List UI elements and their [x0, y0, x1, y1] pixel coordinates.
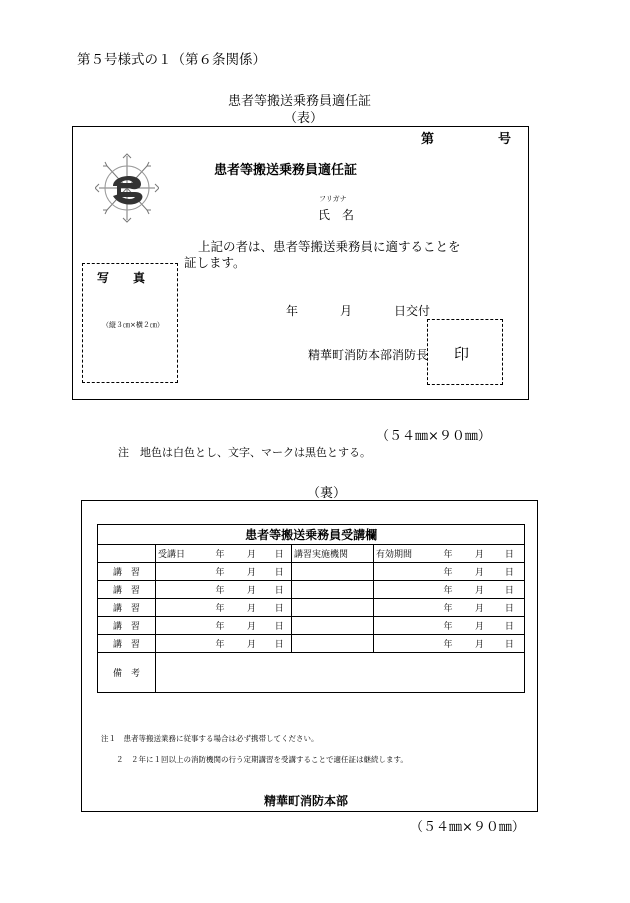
row-month: 月	[236, 617, 268, 635]
number-go: 号	[498, 132, 512, 147]
seal-mark: 印	[454, 345, 470, 363]
row-validity-year: 年	[432, 635, 465, 653]
form-number: 第５号様式の１（第６条関係）	[77, 52, 266, 68]
row-validity-day: 日	[495, 599, 525, 617]
row-label: 講 習	[98, 581, 156, 599]
row-validity-day: 日	[495, 563, 525, 581]
card-title: 患者等搬送乗務員適任証	[214, 163, 358, 178]
certification-text-line2: 証します。	[184, 255, 246, 270]
fire-department-emblem-icon	[95, 152, 159, 224]
issue-day: 日交付	[394, 304, 431, 318]
back-card	[81, 500, 538, 812]
header-validity: 有効期間	[374, 545, 432, 563]
row-year: 年	[205, 599, 236, 617]
row-validity-year: 年	[432, 599, 465, 617]
remarks-row	[98, 653, 525, 693]
remarks-cell	[156, 653, 525, 693]
seal-area	[427, 319, 503, 385]
color-note: 注 地色は白色とし、文字、マークは黒色とする。	[118, 446, 371, 459]
remarks-label: 備 考	[98, 653, 156, 693]
header-institution: 講習実施機関	[292, 545, 374, 563]
header-day: 日	[268, 545, 292, 563]
row-day: 日	[268, 635, 292, 653]
row-label: 講 習	[98, 635, 156, 653]
row-year: 年	[205, 563, 236, 581]
row-validity-month: 月	[465, 617, 495, 635]
row-month: 月	[236, 581, 268, 599]
table-title: 患者等搬送乗務員受講欄	[98, 525, 525, 545]
certification-text-line1: 上記の者は、患者等搬送乗務員に適することを	[198, 239, 461, 254]
row-validity-year: 年	[432, 581, 465, 599]
photo-size: （縦３㎝×横２㎝）	[102, 321, 164, 329]
back-label: （裏）	[307, 486, 347, 501]
back-footer-issuer: 精華町消防本部	[264, 794, 349, 808]
row-month: 月	[236, 599, 268, 617]
row-label: 講 習	[98, 617, 156, 635]
name-label: 氏 名	[318, 208, 355, 222]
size-note-back: （５４㎜×９０㎜）	[410, 820, 525, 835]
table-row	[98, 617, 525, 635]
back-note-1: 注１ 患者等搬送業務に従事する場合は必ず携帯してください。	[101, 734, 319, 743]
row-month: 月	[236, 635, 268, 653]
row-day: 日	[268, 617, 292, 635]
front-card	[72, 126, 529, 400]
row-validity-year: 年	[432, 617, 465, 635]
row-label: 講 習	[98, 563, 156, 581]
row-validity-day: 日	[495, 635, 525, 653]
table-row	[98, 563, 525, 581]
number-dai: 第	[421, 132, 435, 147]
document-title: 患者等搬送乗務員適任証	[228, 94, 372, 109]
row-year: 年	[205, 635, 236, 653]
furigana-label: フリガナ	[319, 195, 347, 203]
row-year: 年	[205, 581, 236, 599]
issue-year: 年	[286, 304, 299, 318]
table-header-row	[98, 545, 525, 563]
table-row	[98, 599, 525, 617]
row-validity-day: 日	[495, 581, 525, 599]
row-validity-month: 月	[465, 599, 495, 617]
row-validity-month: 月	[465, 581, 495, 599]
issuer: 精華町消防本部消防長	[308, 348, 429, 362]
header-validity-month: 月	[465, 545, 495, 563]
row-validity-month: 月	[465, 635, 495, 653]
header-validity-year: 年	[432, 545, 465, 563]
row-day: 日	[268, 563, 292, 581]
size-note-front: （５４㎜×９０㎜）	[376, 429, 491, 444]
row-day: 日	[268, 581, 292, 599]
row-day: 日	[268, 599, 292, 617]
header-year: 年	[205, 545, 236, 563]
row-validity-month: 月	[465, 563, 495, 581]
row-validity-day: 日	[495, 617, 525, 635]
header-validity-day: 日	[495, 545, 525, 563]
row-validity-year: 年	[432, 563, 465, 581]
row-month: 月	[236, 563, 268, 581]
lecture-record-table	[97, 524, 525, 693]
back-note-2: ２ ２年に１回以上の消防機関の行う定期講習を受講することで適任証は継続します。	[116, 755, 408, 764]
front-label: （表）	[284, 111, 324, 126]
header-date-label: 受講日	[156, 545, 205, 563]
table-row	[98, 635, 525, 653]
table-row	[98, 581, 525, 599]
row-label: 講 習	[98, 599, 156, 617]
header-month: 月	[236, 545, 268, 563]
row-year: 年	[205, 617, 236, 635]
photo-area	[82, 263, 178, 383]
photo-label: 写 真	[97, 271, 146, 285]
issue-month: 月	[340, 304, 353, 318]
